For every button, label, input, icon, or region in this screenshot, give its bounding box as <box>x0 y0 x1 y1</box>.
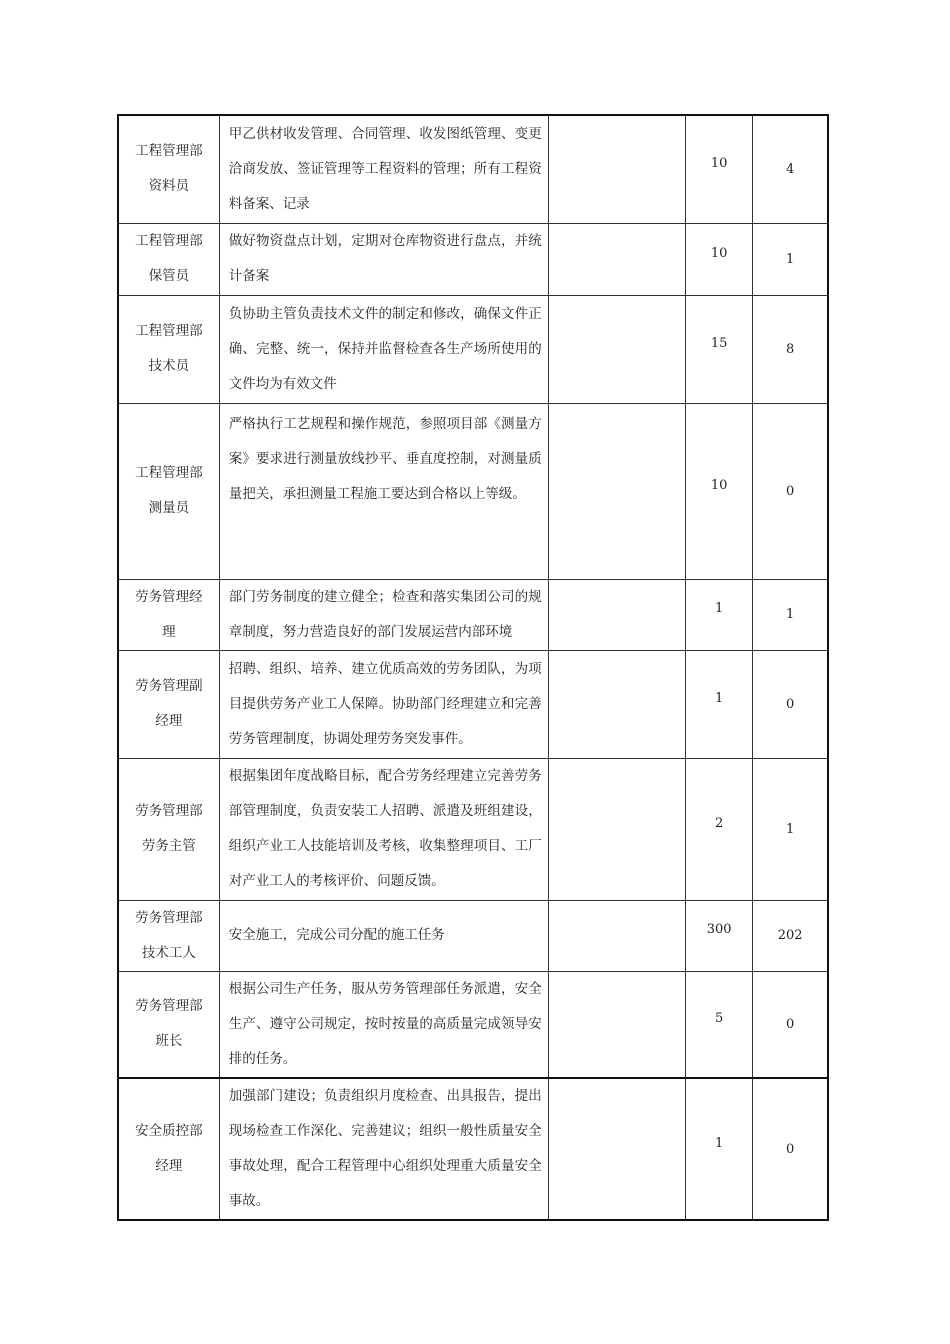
role-cell <box>118 758 219 900</box>
role-cell <box>118 900 219 971</box>
role-cell <box>118 403 219 579</box>
actual-count: 1 <box>753 758 828 900</box>
role-department: 劳务管理部 <box>135 909 203 926</box>
actual-count: 0 <box>753 650 828 758</box>
actual-count: 4 <box>753 115 828 223</box>
table-row <box>118 115 828 223</box>
duty-cell: 严格执行工艺规程和操作规范，参照项目部《测量方案》要求进行测量放线抄平、垂直度控制，对测量质量把关，承担测量工程施工要达到合格以上等级。 <box>219 403 548 579</box>
plan-count: 1 <box>686 579 753 650</box>
role-title: 班长 <box>155 1033 183 1050</box>
role-department: 劳务管理副 <box>135 678 203 694</box>
role-cell <box>118 1078 219 1220</box>
actual-count: 0 <box>753 971 828 1078</box>
role-title: 经理 <box>155 713 183 729</box>
blank-cell <box>548 900 685 971</box>
table-row <box>118 579 828 650</box>
role-cell <box>118 115 219 223</box>
actual-count: 1 <box>753 223 828 295</box>
role-title: 资料员 <box>148 178 190 195</box>
blank-cell <box>548 403 685 579</box>
duty-cell: 做好物资盘点计划，定期对仓库物资进行盘点，并统计备案 <box>219 223 548 295</box>
blank-cell <box>548 758 685 900</box>
role-department: 劳务管理部 <box>135 803 203 819</box>
table-row <box>118 971 828 1078</box>
table-row <box>118 900 828 971</box>
role-department: 劳务管理经 <box>135 588 203 605</box>
duty-cell: 根据集团年度战略目标，配合劳务经理建立完善劳务部管理制度，负责安装工人招聘、派遣及班组建设，组织产业工人技能培训及考核，收集整理项目、工厂对产业工人的考核评价、问题反馈。 <box>219 758 548 900</box>
plan-count: 10 <box>686 403 753 579</box>
plan-count: 300 <box>686 900 753 971</box>
table-row <box>118 758 828 900</box>
role-department: 劳务管理部 <box>135 998 203 1015</box>
role-department: 工程管理部 <box>135 323 203 339</box>
role-title: 测量员 <box>148 500 190 516</box>
table-row <box>118 295 828 403</box>
blank-cell <box>548 650 685 758</box>
blank-cell <box>548 971 685 1078</box>
role-title: 技术工人 <box>141 944 196 961</box>
duty-cell: 甲乙供材收发管理、合同管理、收发图纸管理、变更洽商发放、签证管理等工程资料的管理；所有工程资料备案、记录 <box>219 115 548 223</box>
blank-cell <box>548 115 685 223</box>
duty-cell: 招聘、组织、培养、建立优质高效的劳务团队，为项目提供劳务产业工人保障。协助部门经理建立和完善劳务管理制度，协调处理劳务突发事件。 <box>219 650 548 758</box>
blank-cell <box>548 295 685 403</box>
actual-count: 8 <box>753 295 828 403</box>
role-cell <box>118 971 219 1078</box>
duty-cell: 负协助主管负责技术文件的制定和修改，确保文件正确、完整、统一，保持并监督检查各生产场所使用的文件均为有效文件 <box>219 295 548 403</box>
plan-count: 10 <box>686 223 753 295</box>
role-department: 安全质控部 <box>135 1123 203 1139</box>
plan-count: 1 <box>686 650 753 758</box>
role-title: 理 <box>162 623 176 640</box>
blank-cell <box>548 579 685 650</box>
role-department: 工程管理部 <box>135 233 203 249</box>
duty-cell: 加强部门建设；负责组织月度检查、出具报告，提出现场检查工作深化、完善建议；组织一般性质量安全事故处理，配合工程管理中心组织处理重大质量安全事故。 <box>219 1078 548 1220</box>
role-department: 工程管理部 <box>135 465 203 481</box>
staffing-table <box>117 114 829 1221</box>
duty-cell: 部门劳务制度的建立健全；检查和落实集团公司的规章制度，努力营造良好的部门发展运营内部环境 <box>219 579 548 650</box>
table-row <box>118 403 828 579</box>
role-department: 工程管理部 <box>135 143 203 160</box>
duty-cell: 安全施工，完成公司分配的施工任务 <box>219 900 548 971</box>
plan-count: 1 <box>686 1078 753 1220</box>
table-row <box>118 1078 828 1220</box>
plan-count: 10 <box>686 115 753 223</box>
blank-cell <box>548 1078 685 1220</box>
actual-count: 0 <box>753 403 828 579</box>
role-title: 劳务主管 <box>141 838 196 854</box>
actual-count: 202 <box>753 900 828 971</box>
role-title: 保管员 <box>148 268 190 284</box>
plan-count: 15 <box>686 295 753 403</box>
role-cell <box>118 579 219 650</box>
plan-count: 5 <box>686 971 753 1078</box>
actual-count: 0 <box>753 1078 828 1220</box>
table-row <box>118 223 828 295</box>
plan-count: 2 <box>686 758 753 900</box>
actual-count: 1 <box>753 579 828 650</box>
role-cell <box>118 295 219 403</box>
duty-cell: 根据公司生产任务，服从劳务管理部任务派遣，安全生产、遵守公司规定，按时按量的高质量完成领导安排的任务。 <box>219 971 548 1078</box>
role-title: 技术员 <box>148 358 190 374</box>
role-cell <box>118 223 219 295</box>
role-cell <box>118 650 219 758</box>
role-title: 经理 <box>155 1158 183 1174</box>
table-row <box>118 650 828 758</box>
blank-cell <box>548 223 685 295</box>
